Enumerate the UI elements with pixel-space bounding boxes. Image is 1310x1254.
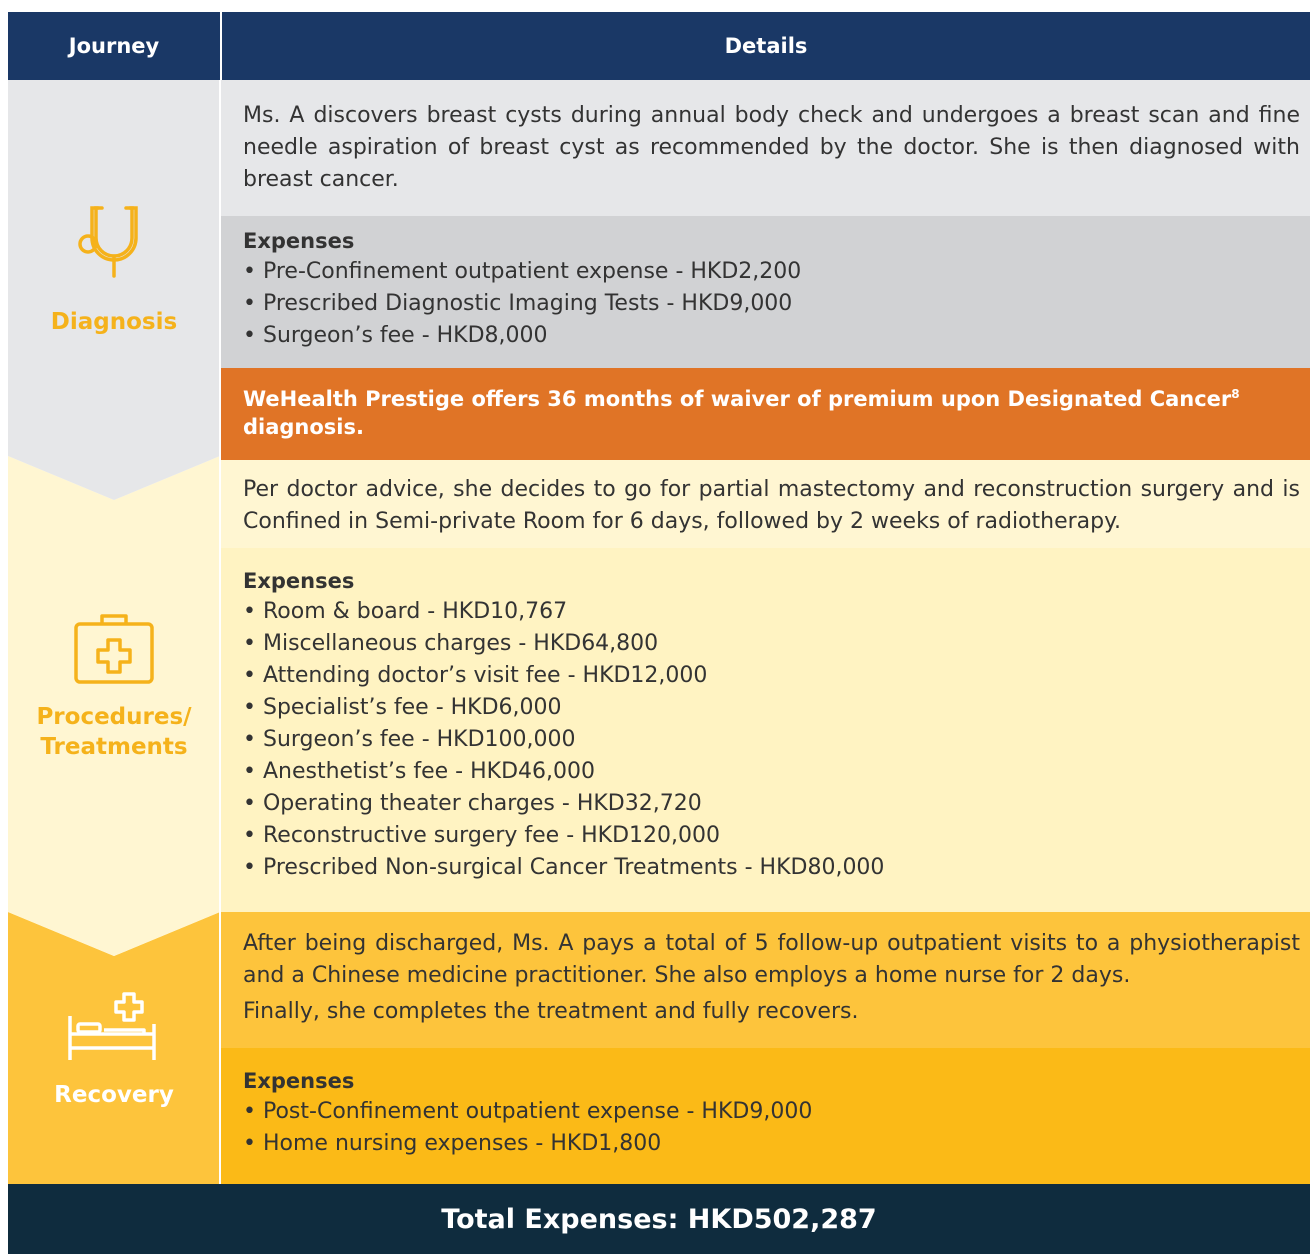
recovery-expense-list bbox=[243, 1096, 1300, 1160]
stethoscope-icon bbox=[72, 200, 156, 290]
list-item: • Reconstructive surgery fee - HKD120,000 bbox=[243, 820, 1300, 852]
procedures-expenses-title: Expenses bbox=[243, 569, 355, 593]
list-item: • Prescribed Diagnostic Imaging Tests - HKD9,000 bbox=[243, 288, 1300, 320]
journey-column-header: Journey bbox=[68, 34, 160, 58]
procedures-expenses bbox=[221, 566, 1310, 884]
total-expenses-text: Total Expenses: HKD502,287 bbox=[441, 1203, 877, 1235]
recovery-description bbox=[221, 928, 1310, 1028]
list-item: • Anesthetist’s fee - HKD46,000 bbox=[243, 756, 1300, 788]
list-item: • Specialist’s fee - HKD6,000 bbox=[243, 692, 1300, 724]
procedures-description-text: Per doctor advice, she decides to go for partial mastectomy and reconstruction surgery and is Confined in Semi-private Room for 6 days, followed by 2 weeks of radiotherapy. bbox=[243, 477, 1300, 534]
details-column-header: Details bbox=[724, 34, 808, 58]
procedures-label-line2: Treatments bbox=[40, 734, 188, 760]
list-item: • Pre-Confinement outpatient expense - HKD2,200 bbox=[243, 256, 1300, 288]
diagnosis-description-text: Ms. A discovers breast cysts during annual body check and undergoes a breast scan and fine needle aspiration of breast cyst as recommended by the doctor. She is then diagnosed with breast cancer. bbox=[243, 103, 1300, 192]
list-item: • Miscellaneous charges - HKD64,800 bbox=[243, 628, 1300, 660]
waiver-promo-banner bbox=[221, 368, 1310, 460]
procedures-expense-list bbox=[243, 596, 1300, 884]
recovery-expenses bbox=[221, 1066, 1310, 1160]
diagnosis-chevron bbox=[8, 80, 220, 500]
first-aid-kit-icon bbox=[72, 610, 156, 686]
promo-footnote: 8 bbox=[1231, 387, 1240, 401]
promo-text-end: diagnosis. bbox=[243, 415, 364, 439]
hospital-bed-icon bbox=[64, 990, 160, 1064]
procedures-description bbox=[221, 474, 1310, 538]
diagnosis-expenses bbox=[221, 226, 1310, 352]
list-item: • Room & board - HKD10,767 bbox=[243, 596, 1300, 628]
total-expenses-bar bbox=[8, 1184, 1310, 1254]
recovery-expenses-title: Expenses bbox=[243, 1069, 355, 1093]
list-item: • Surgeon’s fee - HKD100,000 bbox=[243, 724, 1300, 756]
diagnosis-expenses-title: Expenses bbox=[243, 229, 355, 253]
list-item: • Operating theater charges - HKD32,720 bbox=[243, 788, 1300, 820]
recovery-description-text-2: Finally, she completes the treatment and fully recovers. bbox=[243, 999, 859, 1024]
procedures-label bbox=[8, 702, 220, 762]
list-item: • Prescribed Non-surgical Cancer Treatments - HKD80,000 bbox=[243, 852, 1300, 884]
recovery-description-text: After being discharged, Ms. A pays a total of 5 follow-up outpatient visits to a physiotherapist and a Chinese medicine practitioner. She also employs a home nurse for 2 days. bbox=[243, 931, 1300, 988]
diagnosis-label: Diagnosis bbox=[50, 309, 178, 335]
list-item: • Post-Confinement outpatient expense - HKD9,000 bbox=[243, 1096, 1300, 1128]
promo-text: WeHealth Prestige offers 36 months of waiver of premium upon Designated Cancer bbox=[243, 387, 1232, 411]
list-item: • Attending doctor’s visit fee - HKD12,000 bbox=[243, 660, 1300, 692]
recovery-label: Recovery bbox=[54, 1082, 174, 1108]
diagnosis-description bbox=[221, 100, 1310, 196]
procedures-label-line1: Procedures/ bbox=[36, 704, 192, 730]
diagnosis-expense-list bbox=[243, 256, 1300, 352]
list-item: • Home nursing expenses - HKD1,800 bbox=[243, 1128, 1300, 1160]
list-item: • Surgeon’s fee - HKD8,000 bbox=[243, 320, 1300, 352]
table-header bbox=[8, 12, 1310, 80]
